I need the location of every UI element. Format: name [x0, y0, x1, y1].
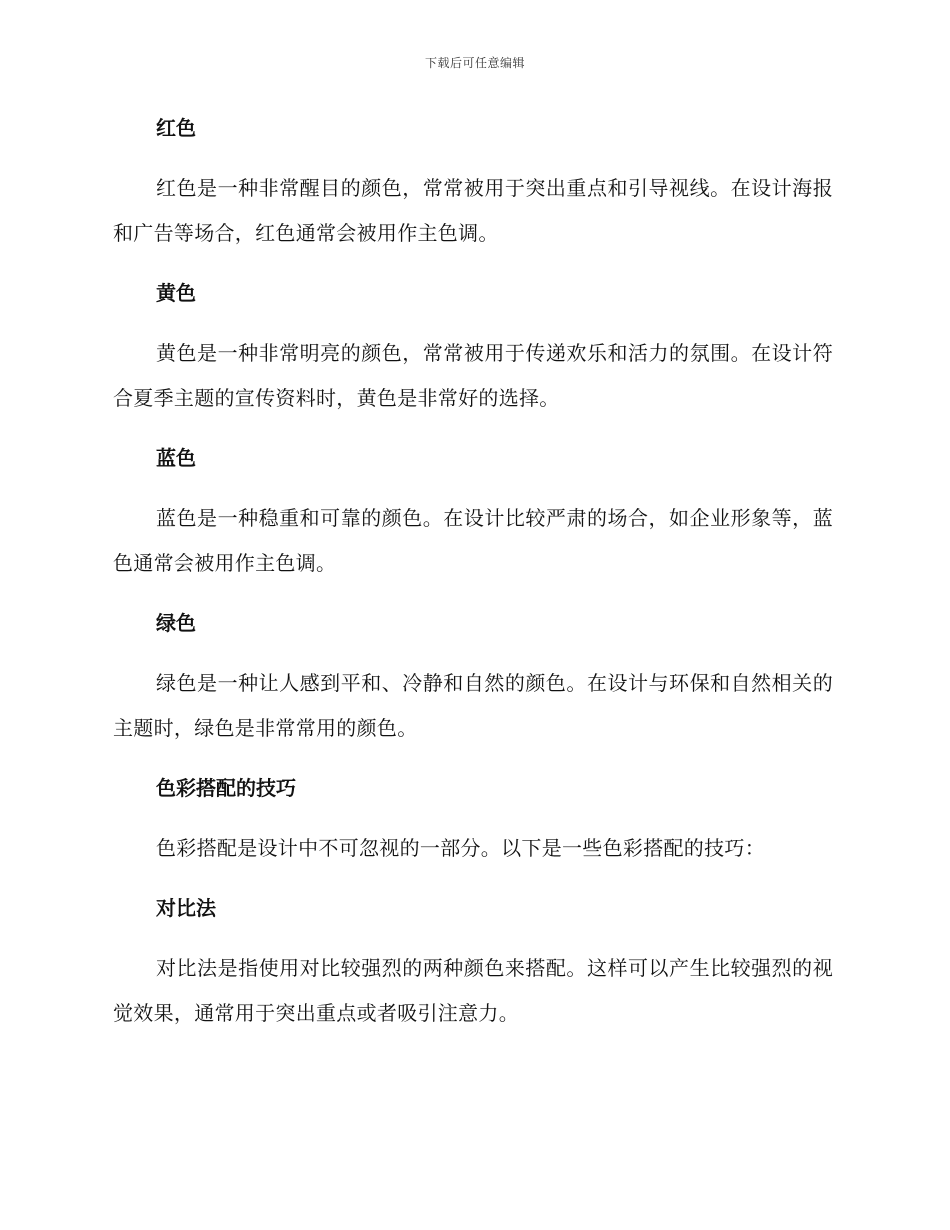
section-paragraph: 蓝色是一种稳重和可靠的颜色。在设计比较严肃的场合，如企业形象等，蓝色通常会被用作主色调。 [113, 506, 833, 575]
section-paragraph: 对比法是指使用对比较强烈的两种颜色来搭配。这样可以产生比较强烈的视觉效果，通常用于突出重点或者吸引注意力。 [113, 956, 833, 1025]
section-heading: 红色 [156, 116, 196, 140]
section-heading: 绿色 [156, 611, 196, 635]
section-heading: 对比法 [156, 896, 216, 920]
section-yellow [113, 277, 833, 442]
section-paragraph: 红色是一种非常醒目的颜色，常常被用于突出重点和引导视线。在设计海报和广告等场合，红色通常会被用作主色调。 [113, 176, 833, 245]
section-paragraph: 色彩搭配是设计中不可忽视的一部分。以下是一些色彩搭配的技巧： [156, 836, 765, 860]
section-contrast-method [113, 892, 833, 1036]
section-paragraph: 黄色是一种非常明亮的颜色，常常被用于传递欢乐和活力的氛围。在设计符合夏季主题的宣传资料时，黄色是非常好的选择。 [113, 341, 833, 410]
section-red [113, 112, 833, 277]
section-blue [113, 442, 833, 607]
header-note: 下载后可任意编辑 [424, 56, 525, 70]
section-color-matching-tips [113, 772, 833, 892]
document-body [113, 112, 833, 1036]
section-green [113, 607, 833, 772]
section-paragraph: 绿色是一种让人感到平和、冷静和自然的颜色。在设计与环保和自然相关的主题时，绿色是非常常用的颜色。 [113, 671, 833, 740]
section-heading: 蓝色 [156, 446, 196, 470]
section-heading: 黄色 [156, 281, 196, 305]
section-heading: 色彩搭配的技巧 [156, 776, 296, 800]
